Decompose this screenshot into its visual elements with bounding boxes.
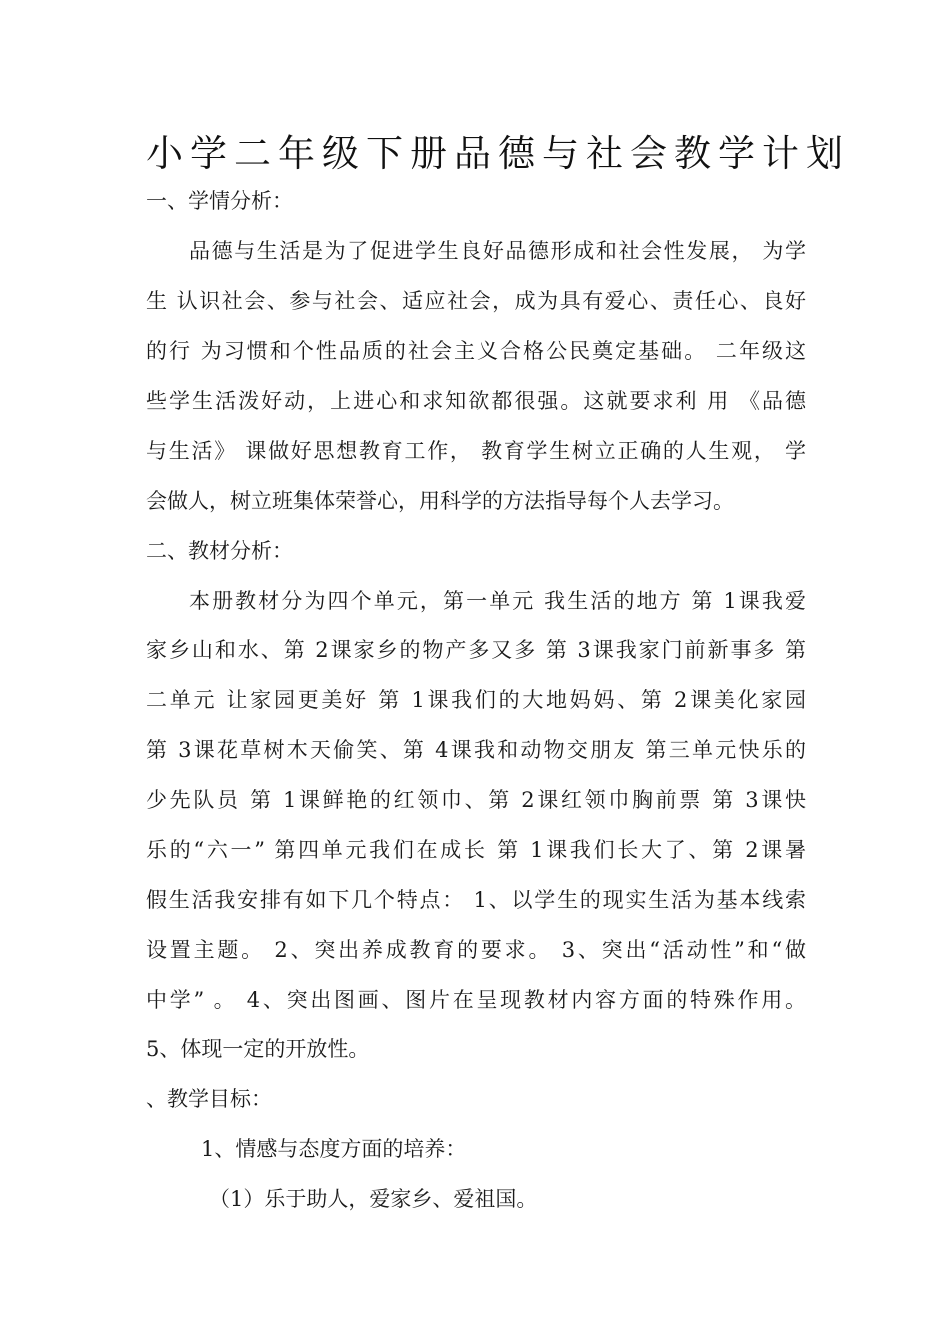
paragraph-line: 会做人，树立班集体荣誉心，用科学的方法指导每个人去学习。 — [146, 489, 734, 513]
paragraph-line: 品德与生活是为了促进学生良好品德形成和社会性发展， 为学 — [189, 239, 806, 263]
section-heading-textbook-analysis: 二、教材分析： — [146, 539, 293, 563]
paragraph-line: 生 认识社会、参与社会、适应社会，成为具有爱心、责任心、良好 — [146, 289, 806, 313]
paragraph-line: 乐的“六一” 第四单元我们在成长 第 1课我们长大了、第 2课暑 — [146, 838, 806, 862]
section-heading-learning-analysis: 一、学情分析： — [146, 189, 293, 213]
paragraph-line: 第 3课花草树木天偷笑、第 4课我和动物交朋友 第三单元快乐的 — [146, 738, 806, 762]
goal-item-emotion-attitude: 1、情感与态度方面的培养： — [201, 1137, 467, 1161]
goal-subitem: （1）乐于助人，爱家乡、爱祖国。 — [209, 1187, 538, 1211]
paragraph-line: 本册教材分为四个单元，第一单元 我生活的地方 第 1课我爱 — [189, 589, 806, 613]
paragraph-line: 些学生活泼好动，上进心和求知欲都很强。这就要求利 用 《品德 — [146, 389, 806, 413]
paragraph-line: 5、体现一定的开放性。 — [146, 1037, 370, 1061]
paragraph-line: 的行 为习惯和个性品质的社会主义合格公民奠定基础。 二年级这 — [146, 339, 806, 363]
paragraph-line: 家乡山和水、第 2课家乡的物产多又多 第 3课我家门前新事多 第 — [146, 638, 806, 662]
document-title: 小学二年级下册品德与社会教学计划 — [146, 132, 850, 175]
section-heading-teaching-goals: 、教学目标： — [146, 1087, 272, 1111]
paragraph-line: 二单元 让家园更美好 第 1课我们的大地妈妈、第 2课美化家园 — [146, 688, 806, 712]
paragraph-line: 假生活我安排有如下几个特点： 1、以学生的现实生活为基本线索 — [146, 888, 806, 912]
paragraph-line: 与生活》 课做好思想教育工作， 教育学生树立正确的人生观， 学 — [146, 439, 806, 463]
paragraph-line: 设置主题。 2、突出养成教育的要求。 3、突出“活动性”和“做 — [146, 938, 806, 962]
paragraph-line: 少先队员 第 1课鲜艳的红领巾、第 2课红领巾胸前票 第 3课快 — [146, 788, 806, 812]
paragraph-line: 中学” 。 4、突出图画、图片在呈现教材内容方面的特殊作用。 — [146, 988, 806, 1012]
